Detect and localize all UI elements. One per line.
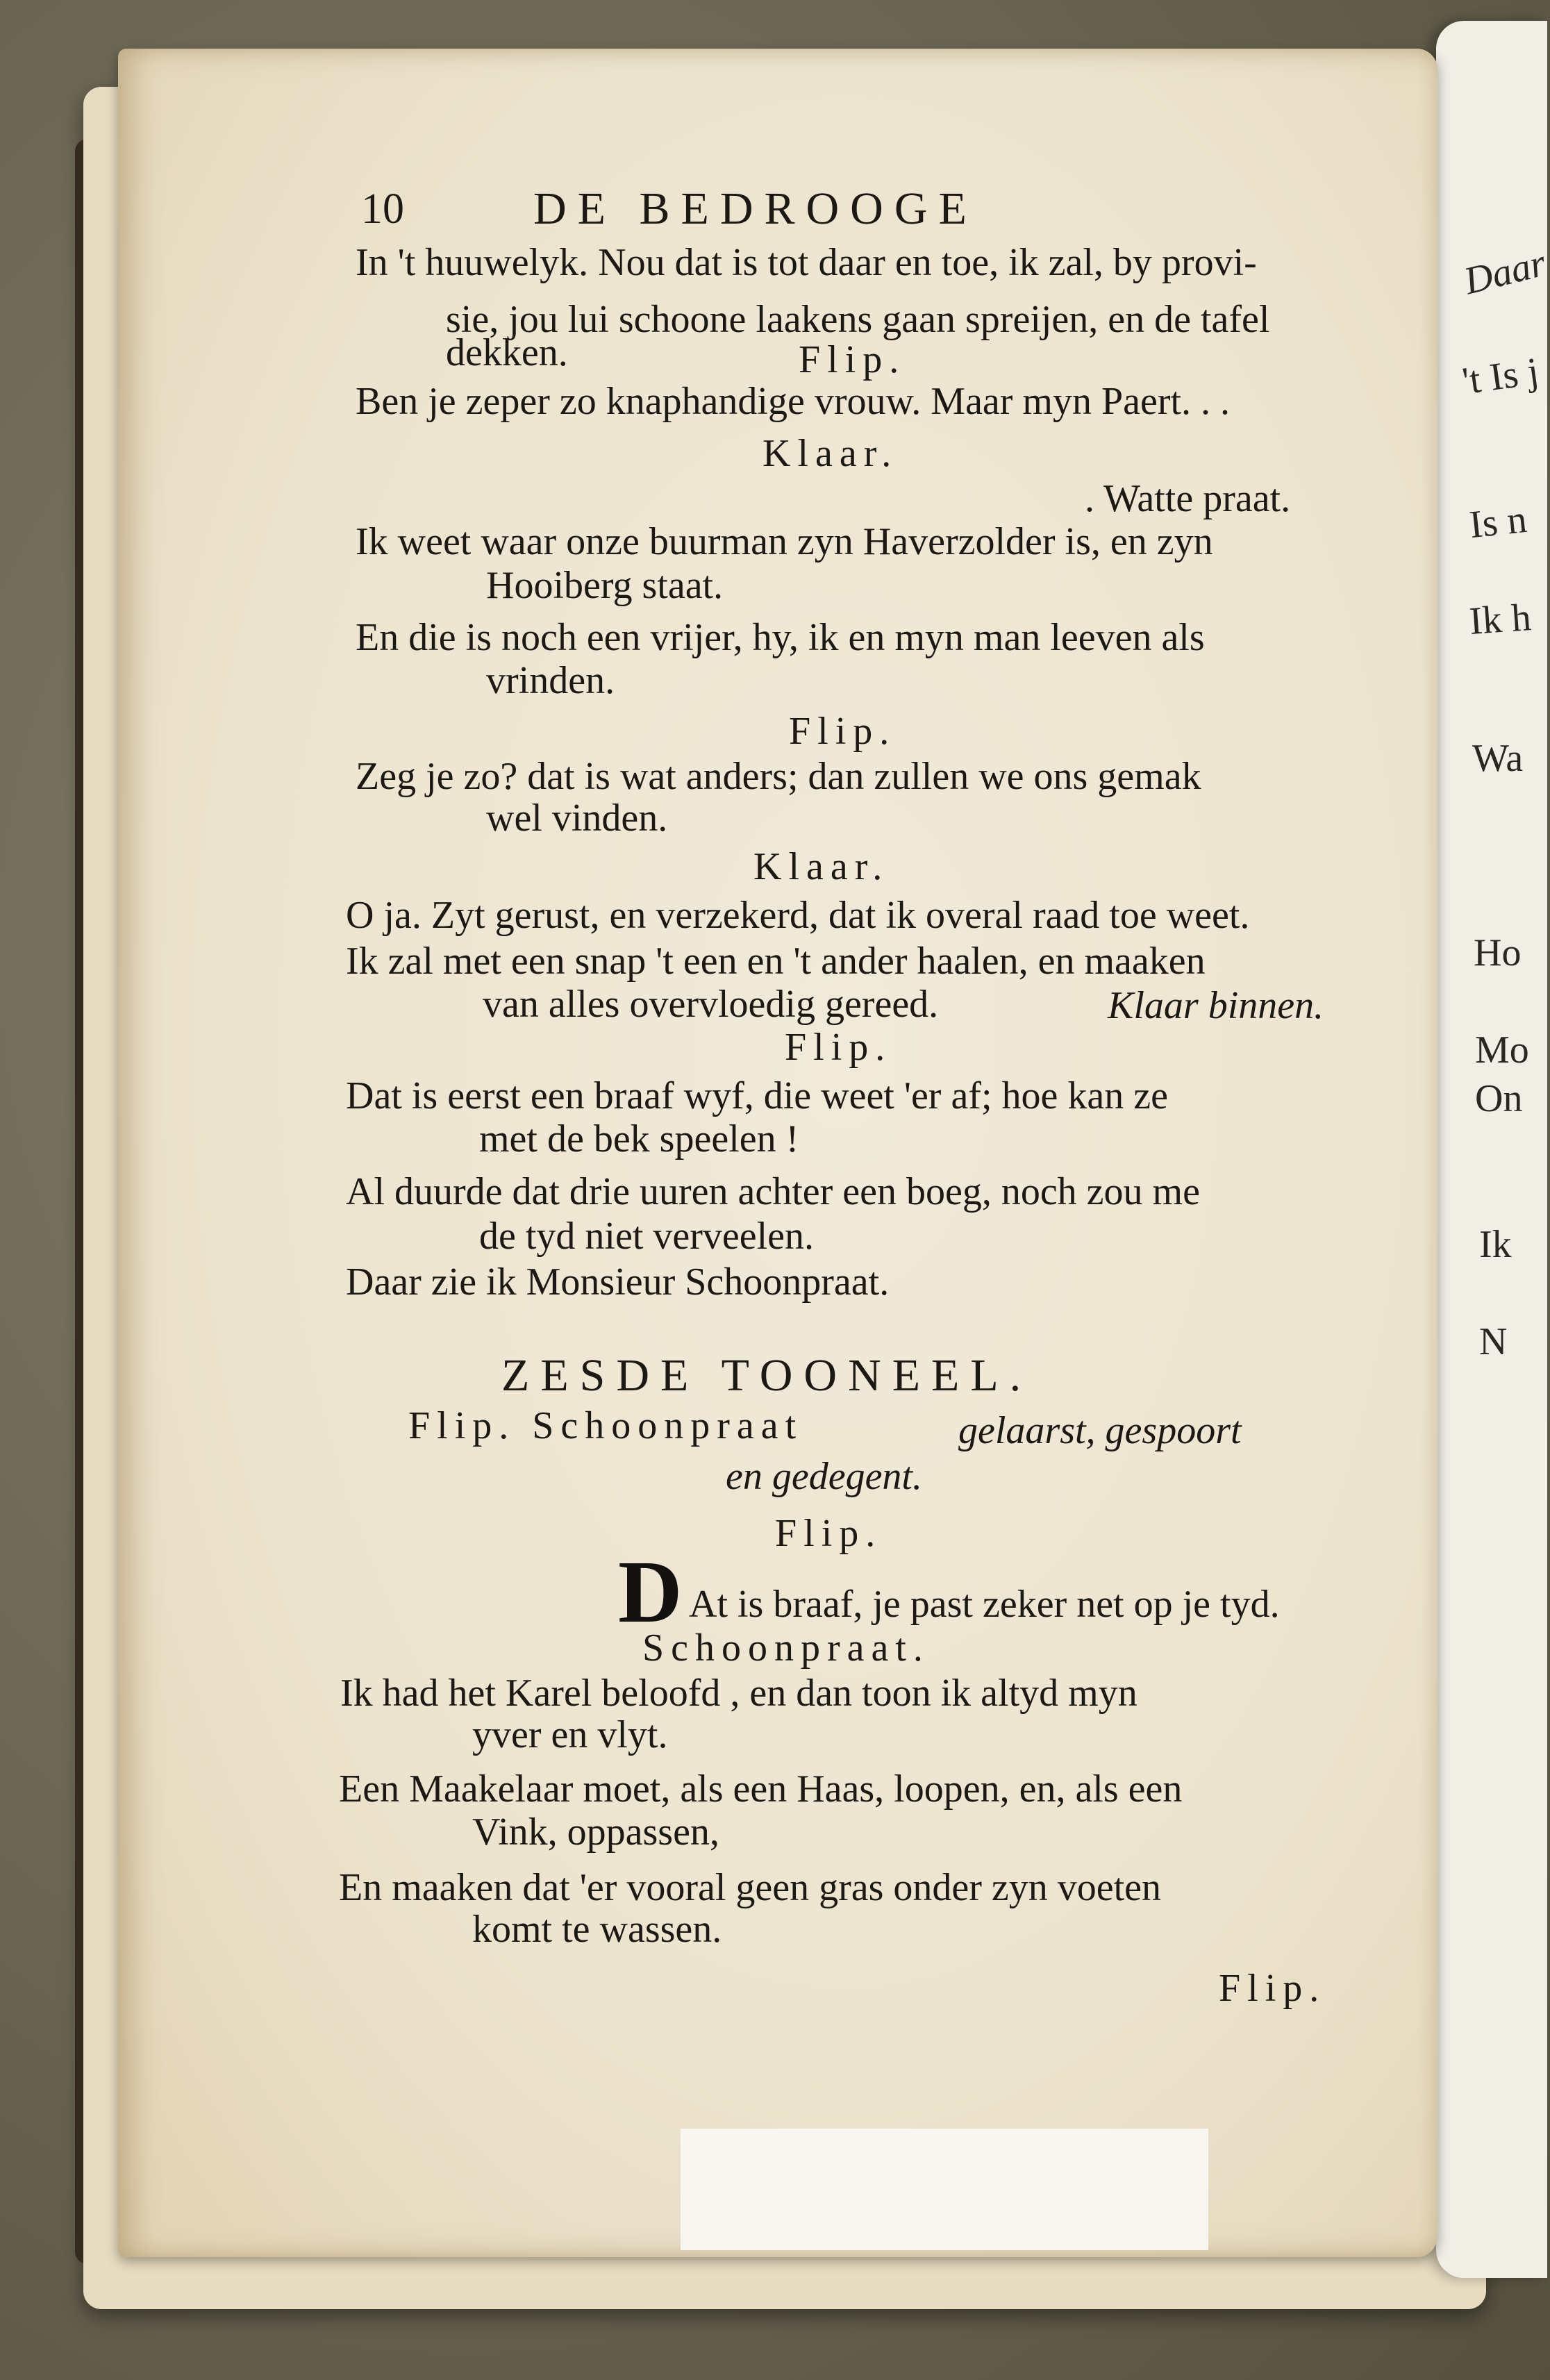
text-line: En maaken dat 'er vooral geen gras onder zyn voeten (339, 1866, 1162, 1909)
text-line: Ik weet waar onze buurman zyn Haverzolder is, en zyn (356, 520, 1213, 563)
speaker-label: Flip. (785, 1026, 892, 1069)
facing-fragment: Is n (1467, 497, 1529, 547)
text-line: Ik zal met een snap 't een en 't ander haalen, en maaken (346, 940, 1206, 983)
page-number: 10 (361, 185, 404, 233)
text-line: En die is noch een vrijer, hy, ik en myn man leeven als (356, 616, 1205, 659)
speaker-label: Flip. (799, 338, 906, 381)
text-line: wel vinden. (486, 797, 668, 840)
text-line: van alles overvloedig gereed. (483, 983, 939, 1026)
text-line: Dat is eerst een braaf wyf, die weet 'er af; hoe kan ze (346, 1074, 1168, 1117)
running-title: DE BEDROOGE (533, 183, 978, 234)
facing-fragment: Daar (1460, 241, 1550, 303)
cast-direction: gelaarst, gespoort (958, 1409, 1242, 1452)
text-line: Zeg je zo? dat is wat anders; dan zullen we ons gemak (356, 755, 1201, 798)
speaker-label: Schoonpraat. (642, 1626, 930, 1670)
text-line: At is braaf, je past zeker net op je tyd. (689, 1583, 1280, 1626)
text-line: met de bek speelen ! (479, 1117, 799, 1160)
speaker-label: Klaar. (753, 845, 890, 888)
text-line: sie, jou lui schoone laakens gaan spreijen, en de tafel (446, 298, 1270, 341)
scene-heading: ZESDE TOONEEL. (501, 1350, 1033, 1401)
text-line: Daar zie ik Monsieur Schoonpraat. (346, 1260, 890, 1304)
facing-fragment: N (1479, 1320, 1508, 1363)
facing-fragment: Ik (1479, 1223, 1512, 1266)
redaction-block (681, 2129, 1208, 2250)
catchword: Flip. (1219, 1967, 1326, 2010)
cast-list: Flip. Schoonpraat (408, 1404, 803, 1447)
text-line: Vink, oppassen, (472, 1811, 719, 1854)
speaker-label: Klaar. (762, 432, 899, 475)
facing-page (1436, 21, 1550, 2278)
facing-fragment: Wa (1472, 737, 1524, 780)
text-line: dekken. (446, 331, 568, 374)
speaker-label: Flip. (775, 1512, 883, 1555)
text-line: Ben je zeper zo knaphandige vrouw. Maar myn Paert. . . (356, 380, 1231, 423)
drop-cap: D (618, 1542, 683, 1641)
text-line: Ik had het Karel beloofd , en dan toon ik altyd myn (340, 1672, 1138, 1715)
text-line: In 't huuwelyk. Nou dat is tot daar en toe, ik zal, by provi- (356, 241, 1257, 284)
facing-fragment: Mo (1475, 1029, 1529, 1072)
text-line: Een Maakelaar moet, als een Haas, loopen, en, als een (339, 1767, 1183, 1811)
cast-direction: en gedegent. (726, 1455, 922, 1498)
text-line: Hooiberg staat. (486, 564, 724, 607)
text-line: O ja. Zyt gerust, en verzekerd, dat ik overal raad toe weet. (346, 894, 1250, 937)
text-line: yver en vlyt. (472, 1713, 668, 1756)
facing-fragment: On (1475, 1077, 1523, 1120)
text-line: de tyd niet verveelen. (479, 1215, 815, 1258)
text-line: Al duurde dat drie uuren achter een boeg, noch zou me (346, 1170, 1200, 1213)
facing-fragment: Ik h (1467, 595, 1533, 644)
text-line: komt te wassen. (472, 1908, 722, 1951)
speaker-label: Flip. (789, 710, 897, 753)
stage-direction: Klaar binnen. (1108, 984, 1324, 1027)
facing-fragment: Ho (1474, 931, 1522, 974)
facing-fragment: 't Is j (1460, 349, 1542, 403)
text-line: vrinden. (486, 659, 615, 702)
text-line: . Watte praat. (1085, 477, 1291, 520)
